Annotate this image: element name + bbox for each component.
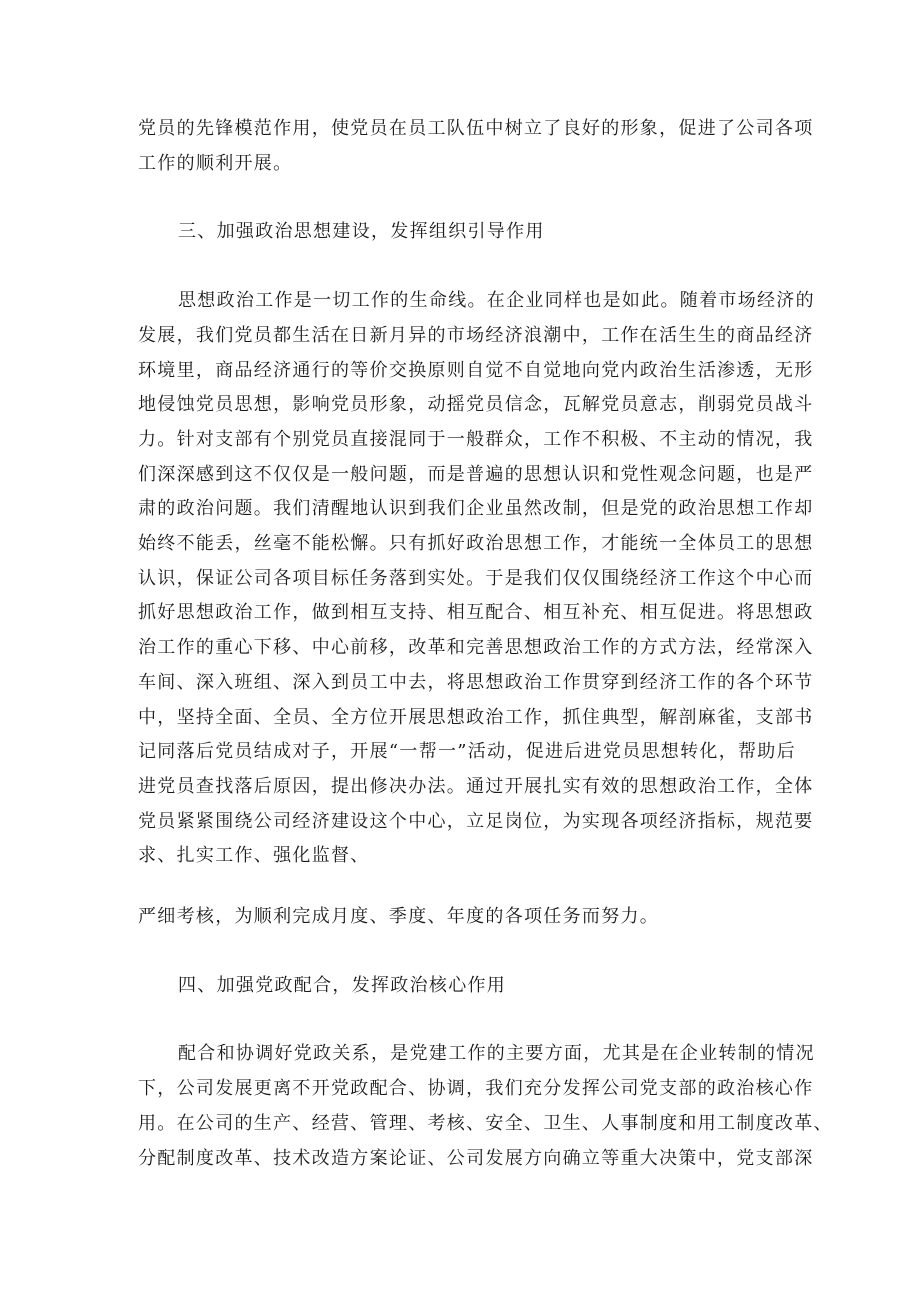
- text-line: 地侵蚀党员思想，影响党员形象，动摇党员信念，瓦解党员意志，削弱党员战斗: [138, 394, 814, 416]
- text-line: 求、扎实工作、强化监督、: [138, 845, 370, 867]
- text-line: 车间、深入班组、深入到员工中去，将思想政治工作贯穿到经济工作的各个环节: [138, 671, 814, 693]
- text-line: 抓好思想政治工作，做到相互支持、相互配合、相互补充、相互促进。将思想政: [138, 602, 814, 624]
- section-heading-4: 四、加强党政配合，发挥政治核心作用: [178, 974, 507, 996]
- document-body: [138, 112, 833, 1176]
- text-line: 们深深感到这不仅仅是一般问题，而是普遍的思想认识和党性观念问题，也是严: [138, 463, 814, 485]
- text-line: 环境里，商品经济通行的等价交换原则自觉不自觉地向党内政治生活渗透，无形: [138, 359, 814, 381]
- paragraph-assessment: 严细考核，为顺利完成月度、季度、年度的各项任务而努力。: [138, 906, 660, 928]
- text-line: 分配制度改革、技术改造方案论证、公司发展方向确立等重大决策中，党支部深: [138, 1147, 814, 1169]
- text-line: 肃的政治问题。我们清醒地认识到我们企业虽然改制，但是党的政治思想工作却: [138, 498, 814, 520]
- paragraph-continued: [138, 112, 814, 181]
- text-line: 党员的先锋模范作用，使党员在员工队伍中树立了良好的形象，促进了公司各项: [138, 118, 814, 139]
- text-line: 中，坚持全面、全员、全方位开展思想政治工作，抓住典型，解剖麻雀，支部书: [138, 706, 814, 728]
- text-line: 认识，保证公司各项目标任务落到实处。于是我们仅仅围绕经济工作这个中心而: [138, 567, 814, 589]
- text-line: 始终不能丢，丝毫不能松懈。只有抓好政治思想工作，才能统一全体员工的思想: [138, 533, 814, 555]
- text-line: 党员紧紧围绕公司经济建设这个中心，立足岗位，为实现各项经济指标，规范要: [138, 810, 814, 832]
- text-line: 思想政治工作是一切工作的生命线。在企业同样也是如此。随着市场经济的: [178, 290, 815, 312]
- text-line: 配合和协调好党政关系，是党建工作的主要方面，尤其是在企业转制的情况: [178, 1043, 815, 1065]
- paragraph-political-work: [138, 284, 815, 874]
- text-line: 进党员查找落后原因，提出修决办法。通过开展扎实有效的思想政治工作，全体: [138, 775, 814, 797]
- paragraph-party-coordination: [138, 1037, 833, 1176]
- text-line: 治工作的重心下移、中心前移，改革和完善思想政治工作的方式方法，经常深入: [138, 637, 814, 659]
- text-line: 工作的顺利开展。: [138, 152, 293, 174]
- text-line: 发展，我们党员都生活在日新月异的市场经济浪潮中，工作在活生生的商品经济: [138, 324, 814, 346]
- section-heading-3: 三、加强政治思想建设，发挥组织引导作用: [178, 221, 545, 243]
- text-line: 力。针对支部有个别党员直接混同于一般群众，工作不积极、不主动的情况，我: [138, 428, 814, 450]
- text-line: 用。在公司的生产、经营、管理、考核、安全、卫生、人事制度和用工制度改革、: [138, 1112, 833, 1134]
- text-line: 记同落后党员结成对子，开展“一帮一”活动，促进后进党员思想转化，帮助后: [138, 741, 796, 763]
- text-line: 下，公司发展更离不开党政配合、协调，我们充分发挥公司党支部的政治核心作: [138, 1078, 814, 1100]
